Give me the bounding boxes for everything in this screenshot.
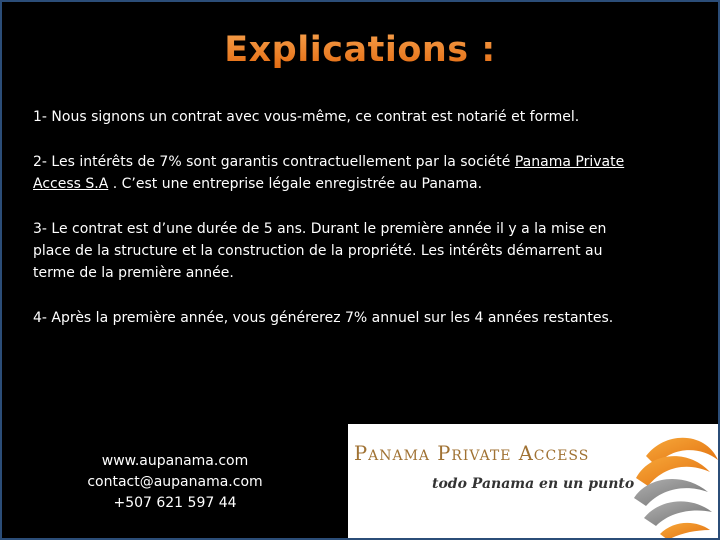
phone-text: +507 621 597 44: [113, 495, 237, 511]
paragraph-4: 4- Après la première année, vous générerez 7% annuel sur les 4 années restantes.: [33, 310, 614, 326]
paragraph-3: 3- Le contrat est d’une durée de 5 ans. Durant le première année il y a la mise en place de la structure et la construction de la propriété. Les intérêts démarrent au terme de la première année.: [33, 221, 607, 281]
contact-block: [62, 451, 288, 514]
paragraph-2-start: 2- Les intérêts de 7% sont garantis contractuellement par la société: [33, 154, 515, 170]
company-logo: [348, 424, 720, 540]
orange-swirl-globe-icon: [626, 426, 720, 540]
logo-name: Panama Private Access: [354, 442, 590, 465]
email-text: contact@aupanama.com: [87, 474, 263, 490]
website-text: www.aupanama.com: [101, 453, 249, 469]
paragraph-2: [33, 151, 648, 195]
slide-title: Explications :: [2, 30, 718, 70]
company-link[interactable]: Panama Private Access S.A: [33, 154, 625, 192]
paragraph-2-end: . C’est une entreprise légale enregistrée au Panama.: [108, 176, 483, 192]
logo-tagline: todo Panama en un punto: [432, 476, 635, 492]
paragraph-1: 1- Nous signons un contrat avec vous-même, ce contrat est notarié et formel.: [33, 109, 580, 125]
explanation-body: [33, 106, 648, 352]
